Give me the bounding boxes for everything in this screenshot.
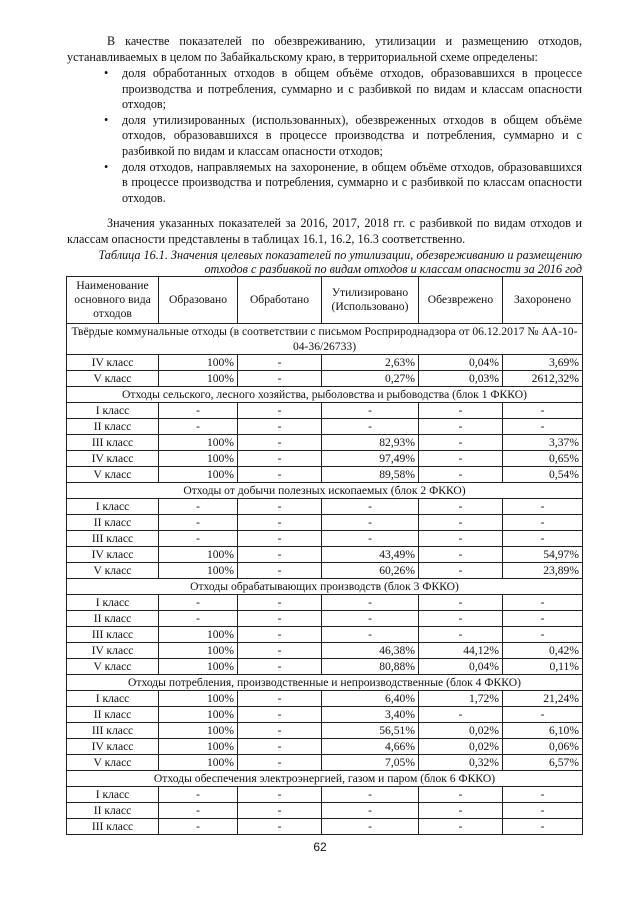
value-cell: - <box>419 627 503 643</box>
value-cell: - <box>419 563 503 579</box>
value-cell: - <box>419 499 503 515</box>
value-cell: - <box>419 547 503 563</box>
value-cell: - <box>159 499 238 515</box>
value-cell: 0,54% <box>503 467 583 483</box>
hazard-class-cell: V класс <box>67 755 159 771</box>
column-header: Обезврежено <box>419 277 503 324</box>
value-cell: 0,32% <box>419 755 503 771</box>
value-cell: 0,11% <box>503 659 583 675</box>
value-cell: 100% <box>159 435 238 451</box>
table-row <box>67 371 583 387</box>
list-item-text: доля утилизированных (использованных), обезвреженных отходов в общем объёме отходов, образовавшихся в процессе производства и потребления, суммарно и с разбивкой по видам и классам опасности отходов; <box>122 112 582 158</box>
value-cell: - <box>503 819 583 835</box>
value-cell: - <box>159 515 238 531</box>
column-header: Утилизировано (Использовано) <box>322 277 419 324</box>
hazard-class-cell: I класс <box>67 499 159 515</box>
value-cell: - <box>238 467 322 483</box>
value-cell: 3,69% <box>503 355 583 371</box>
value-cell: 0,27% <box>322 371 419 387</box>
table-row <box>67 707 583 723</box>
table-row <box>67 451 583 467</box>
table-row <box>67 467 583 483</box>
hazard-class-cell: I класс <box>67 595 159 611</box>
bullet-icon: • <box>104 112 109 127</box>
value-cell: - <box>503 531 583 547</box>
value-cell: - <box>238 531 322 547</box>
hazard-class-cell: III класс <box>67 723 159 739</box>
waste-indicators-table <box>66 276 583 835</box>
value-cell: - <box>419 819 503 835</box>
value-cell: - <box>503 787 583 803</box>
value-cell: - <box>419 787 503 803</box>
list-item-text: доля обработанных отходов в общем объёме отходов, образовавшихся в процессе производства и потребления, суммарно и с разбивкой по видам и классам опасности отходов; <box>122 66 582 112</box>
section-title: Твёрдые коммунальные отходы (в соответствии с письмом Росприроднадзора от 06.12.2017 № АА-10-04-36/26733) <box>67 324 583 355</box>
hazard-class-cell: IV класс <box>67 739 159 755</box>
value-cell: - <box>238 355 322 371</box>
hazard-class-cell: III класс <box>67 435 159 451</box>
indicator-list <box>104 66 582 206</box>
table-row <box>67 819 583 835</box>
value-cell: - <box>503 419 583 435</box>
value-cell: - <box>419 803 503 819</box>
value-cell: - <box>503 707 583 723</box>
table-row <box>67 499 583 515</box>
value-cell: 100% <box>159 371 238 387</box>
value-cell: - <box>322 611 419 627</box>
value-cell: - <box>238 547 322 563</box>
value-cell: - <box>238 435 322 451</box>
value-cell: - <box>503 611 583 627</box>
section-header-row <box>67 675 583 691</box>
value-cell: - <box>419 435 503 451</box>
hazard-class-cell: I класс <box>67 787 159 803</box>
value-cell: - <box>159 803 238 819</box>
table-body <box>67 324 583 835</box>
value-cell: - <box>238 611 322 627</box>
section-header-row <box>67 483 583 499</box>
section-title: Отходы обрабатывающих производств (блок 3 ФККО) <box>67 579 583 595</box>
value-cell: 89,58% <box>322 467 419 483</box>
list-item <box>104 159 582 207</box>
hazard-class-cell: V класс <box>67 371 159 387</box>
table-row <box>67 515 583 531</box>
value-cell: - <box>419 707 503 723</box>
table-row <box>67 691 583 707</box>
hazard-class-cell: IV класс <box>67 643 159 659</box>
value-cell: - <box>159 611 238 627</box>
value-cell: - <box>238 755 322 771</box>
value-cell: - <box>503 803 583 819</box>
value-cell: - <box>419 467 503 483</box>
table-row <box>67 435 583 451</box>
value-cell: 0,06% <box>503 739 583 755</box>
hazard-class-cell: III класс <box>67 627 159 643</box>
value-cell: 100% <box>159 627 238 643</box>
hazard-class-cell: V класс <box>67 467 159 483</box>
column-header: Наименование основного вида отходов <box>67 277 159 324</box>
section-title: Отходы от добычи полезных ископаемых (блок 2 ФККО) <box>67 483 583 499</box>
value-cell: 43,49% <box>322 547 419 563</box>
value-cell: - <box>238 595 322 611</box>
hazard-class-cell: IV класс <box>67 451 159 467</box>
value-cell: 2,63% <box>322 355 419 371</box>
hazard-class-cell: II класс <box>67 707 159 723</box>
value-cell: - <box>322 627 419 643</box>
value-cell: 97,49% <box>322 451 419 467</box>
hazard-class-cell: II класс <box>67 419 159 435</box>
value-cell: 44,12% <box>419 643 503 659</box>
table-row <box>67 595 583 611</box>
value-cell: 100% <box>159 547 238 563</box>
value-cell: - <box>238 419 322 435</box>
value-cell: - <box>159 595 238 611</box>
value-cell: - <box>159 819 238 835</box>
hazard-class-cell: III класс <box>67 819 159 835</box>
value-cell: 56,51% <box>322 723 419 739</box>
value-cell: - <box>238 499 322 515</box>
value-cell: 4,66% <box>322 739 419 755</box>
table-row <box>67 547 583 563</box>
hazard-class-cell: III класс <box>67 531 159 547</box>
value-cell: - <box>238 451 322 467</box>
value-cell: - <box>503 627 583 643</box>
value-cell: - <box>159 419 238 435</box>
value-cell: - <box>238 403 322 419</box>
value-cell: 100% <box>159 451 238 467</box>
bullet-icon: • <box>104 159 109 174</box>
intro-paragraph: В качестве показателей по обезвреживанию, утилизации и размещению отходов, устанавливаемых в целом по Забайкальскому краю, в территориальной схеме определены: <box>67 34 582 64</box>
table-row <box>67 643 583 659</box>
hazard-class-cell: IV класс <box>67 547 159 563</box>
value-cell: 7,05% <box>322 755 419 771</box>
list-item <box>104 66 582 113</box>
value-cell: 100% <box>159 467 238 483</box>
value-cell: 100% <box>159 691 238 707</box>
value-cell: - <box>238 371 322 387</box>
value-cell: 100% <box>159 723 238 739</box>
table-row <box>67 723 583 739</box>
section-header-row <box>67 579 583 595</box>
value-cell: 82,93% <box>322 435 419 451</box>
value-cell: 23,89% <box>503 563 583 579</box>
value-cell: 60,26% <box>322 563 419 579</box>
value-cell: - <box>419 531 503 547</box>
value-cell: - <box>322 819 419 835</box>
table-row <box>67 803 583 819</box>
page-number: 62 <box>313 840 327 854</box>
hazard-class-cell: IV класс <box>67 355 159 371</box>
value-cell: - <box>322 531 419 547</box>
hazard-class-cell: I класс <box>67 691 159 707</box>
table-row <box>67 563 583 579</box>
hazard-class-cell: II класс <box>67 803 159 819</box>
value-cell: 100% <box>159 643 238 659</box>
value-cell: 100% <box>159 563 238 579</box>
value-cell: 0,03% <box>419 371 503 387</box>
value-cell: - <box>238 515 322 531</box>
table-row <box>67 627 583 643</box>
value-cell: 1,72% <box>419 691 503 707</box>
bullet-icon: • <box>104 66 109 80</box>
value-cell: - <box>238 787 322 803</box>
table-header-row <box>67 277 583 324</box>
value-cell: - <box>238 659 322 675</box>
value-cell: 0,65% <box>503 451 583 467</box>
table-row <box>67 659 583 675</box>
value-cell: - <box>322 419 419 435</box>
value-cell: 0,04% <box>419 659 503 675</box>
value-cell: 3,37% <box>503 435 583 451</box>
value-cell: 80,88% <box>322 659 419 675</box>
section-title: Отходы сельского, лесного хозяйства, рыболовства и рыбоводства (блок 1 ФККО) <box>67 387 583 403</box>
value-cell: 46,38% <box>322 643 419 659</box>
value-cell: 54,97% <box>503 547 583 563</box>
value-cell: - <box>419 403 503 419</box>
value-cell: - <box>322 499 419 515</box>
value-cell: 100% <box>159 659 238 675</box>
value-cell: 6,10% <box>503 723 583 739</box>
value-cell: - <box>238 819 322 835</box>
value-cell: - <box>419 419 503 435</box>
value-cell: - <box>159 403 238 419</box>
hazard-class-cell: II класс <box>67 515 159 531</box>
value-cell: 100% <box>159 355 238 371</box>
value-cell: - <box>238 707 322 723</box>
value-cell: - <box>238 723 322 739</box>
table-row <box>67 355 583 371</box>
value-cell: - <box>238 627 322 643</box>
value-cell: - <box>419 595 503 611</box>
hazard-class-cell: II класс <box>67 611 159 627</box>
list-item-text: доля отходов, направляемых на захоронение, в общем объёме отходов, образовавшихся в процессе производства и потребления, суммарно и с разбивкой по классам опасности отходов. <box>122 159 582 205</box>
value-cell: 100% <box>159 707 238 723</box>
value-cell: 0,42% <box>503 643 583 659</box>
table-row <box>67 419 583 435</box>
hazard-class-cell: V класс <box>67 659 159 675</box>
value-cell: - <box>419 515 503 531</box>
column-header: Образовано <box>159 277 238 324</box>
table-row <box>67 611 583 627</box>
table-caption: Таблица 16.1. Значения целевых показателей по утилизации, обезвреживанию и размещению отходов с разбивкой по видам отходов и классам опасности за 2016 год <box>98 248 582 276</box>
value-cell: 100% <box>159 739 238 755</box>
section-header-row <box>67 771 583 787</box>
table-row <box>67 403 583 419</box>
value-cell: - <box>238 563 322 579</box>
value-cell: 3,40% <box>322 707 419 723</box>
table-row <box>67 787 583 803</box>
value-cell: 0,02% <box>419 739 503 755</box>
value-cell: 6,40% <box>322 691 419 707</box>
section-title: Отходы потребления, производственные и непроизводственные (блок 4 ФККО) <box>67 675 583 691</box>
value-cell: - <box>238 739 322 755</box>
value-cell: - <box>322 787 419 803</box>
value-cell: - <box>159 531 238 547</box>
value-cell: 0,02% <box>419 723 503 739</box>
section-header-row <box>67 324 583 355</box>
hazard-class-cell: V класс <box>67 563 159 579</box>
value-cell: 100% <box>159 755 238 771</box>
value-cell: - <box>238 643 322 659</box>
value-cell: - <box>238 691 322 707</box>
value-cell: - <box>322 595 419 611</box>
table-row <box>67 531 583 547</box>
value-cell: - <box>503 515 583 531</box>
value-cell: - <box>322 515 419 531</box>
value-cell: 0,04% <box>419 355 503 371</box>
table-row <box>67 755 583 771</box>
column-header: Обработано <box>238 277 322 324</box>
value-cell: - <box>503 595 583 611</box>
value-cell: - <box>419 451 503 467</box>
value-cell: - <box>159 787 238 803</box>
value-cell: - <box>322 803 419 819</box>
values-paragraph: Значения указанных показателей за 2016, 2017, 2018 гг. с разбивкой по видам отходов и классам опасности представлены в таблицах 16.1, 16.2, 16.3 соответственно. <box>67 216 582 246</box>
column-header: Захоронено <box>503 277 583 324</box>
value-cell: - <box>503 403 583 419</box>
value-cell: 6,57% <box>503 755 583 771</box>
value-cell: - <box>238 803 322 819</box>
section-title: Отходы обеспечения электроэнергией, газом и паром (блок 6 ФККО) <box>67 771 583 787</box>
value-cell: 2612,32% <box>503 371 583 387</box>
hazard-class-cell: I класс <box>67 403 159 419</box>
value-cell: - <box>322 403 419 419</box>
value-cell: - <box>503 499 583 515</box>
list-item <box>104 112 582 160</box>
table-row <box>67 739 583 755</box>
value-cell: - <box>419 611 503 627</box>
value-cell: 21,24% <box>503 691 583 707</box>
section-header-row <box>67 387 583 403</box>
